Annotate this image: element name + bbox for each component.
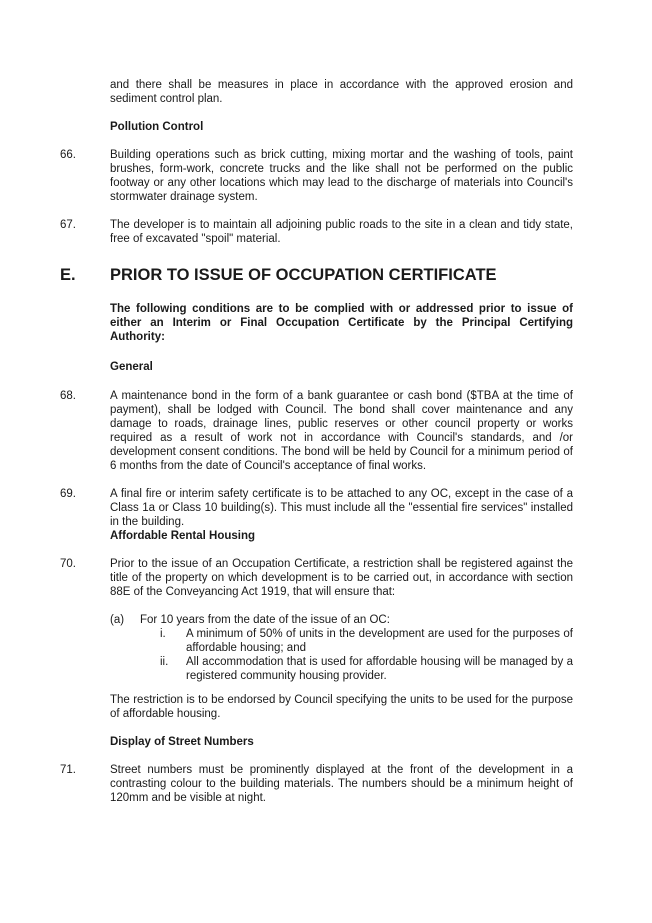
pollution-control-heading: Pollution Control	[110, 121, 204, 133]
intro-paragraph: and there shall be measures in place in accordance with the approved erosion and sediment control plan.	[110, 79, 573, 105]
sub-item-text: For 10 years from the date of the issue of an OC:	[140, 614, 390, 626]
affordable-housing-heading: Affordable Rental Housing	[110, 530, 256, 542]
street-numbers-heading: Display of Street Numbers	[110, 736, 254, 748]
roman-label: i.	[160, 628, 166, 640]
section-intro: The following conditions are to be complied with or addressed prior to issue of either an Interim or Final Occupation Certificate by the Principal Certifying Authority:	[110, 303, 573, 343]
condition-text: Building operations such as brick cutting, mixing mortar and the washing of tools, paint brushes, form-work, concrete trucks and the like shall not be performed on the public footway or any other locations which may lead to the discharge of materials into Council's stormwater drainage system.	[110, 149, 573, 203]
condition-text: A maintenance bond in the form of a bank guarantee or cash bond ($TBA at the time of payment), shall be lodged with Council. The bond shall cover maintenance and any damage to roads, drainage lines, public reserves or other council property or works required as a result of work not in accordance with Council's standards, and /or development consent conditions. The bond will be held by Council for a minimum period of 6 months from the date of Council's acceptance of final works.	[110, 390, 573, 472]
general-heading: General	[110, 361, 153, 373]
condition-70-closing: The restriction is to be endorsed by Council specifying the units to be used for the purpose of affordable housing.	[110, 694, 573, 720]
condition-number: 70.	[60, 558, 76, 570]
condition-number: 68.	[60, 390, 76, 402]
section-title: PRIOR TO ISSUE OF OCCUPATION CERTIFICATE	[110, 266, 497, 284]
roman-label: ii.	[160, 656, 169, 668]
condition-number: 66.	[60, 149, 76, 161]
condition-number: 71.	[60, 764, 76, 776]
condition-text: Prior to the issue of an Occupation Certificate, a restriction shall be registered against the title of the property on which development is to be carried out, in accordance with section 88E of the Conveyancing Act 1919, that will ensure that:	[110, 558, 573, 598]
roman-text: All accommodation that is used for affordable housing will be managed by a registered community housing provider.	[186, 656, 573, 682]
section-letter: E.	[60, 266, 76, 284]
condition-text: A final fire or interim safety certificate is to be attached to any OC, except in the case of a Class 1a or Class 10 building(s). This must include all the "essential fire services" installed in the building.	[110, 488, 573, 528]
roman-text: A minimum of 50% of units in the development are used for the purposes of affordable housing; and	[186, 628, 573, 654]
condition-text: The developer is to maintain all adjoining public roads to the site in a clean and tidy state, free of excavated "spoil" material.	[110, 219, 573, 245]
condition-text: Street numbers must be prominently displayed at the front of the development in a contrasting colour to the building materials. The numbers should be a minimum height of 120mm and be visible at night.	[110, 764, 573, 804]
sub-item-label: (a)	[110, 614, 125, 626]
condition-number: 69.	[60, 488, 76, 500]
condition-number: 67.	[60, 219, 76, 231]
